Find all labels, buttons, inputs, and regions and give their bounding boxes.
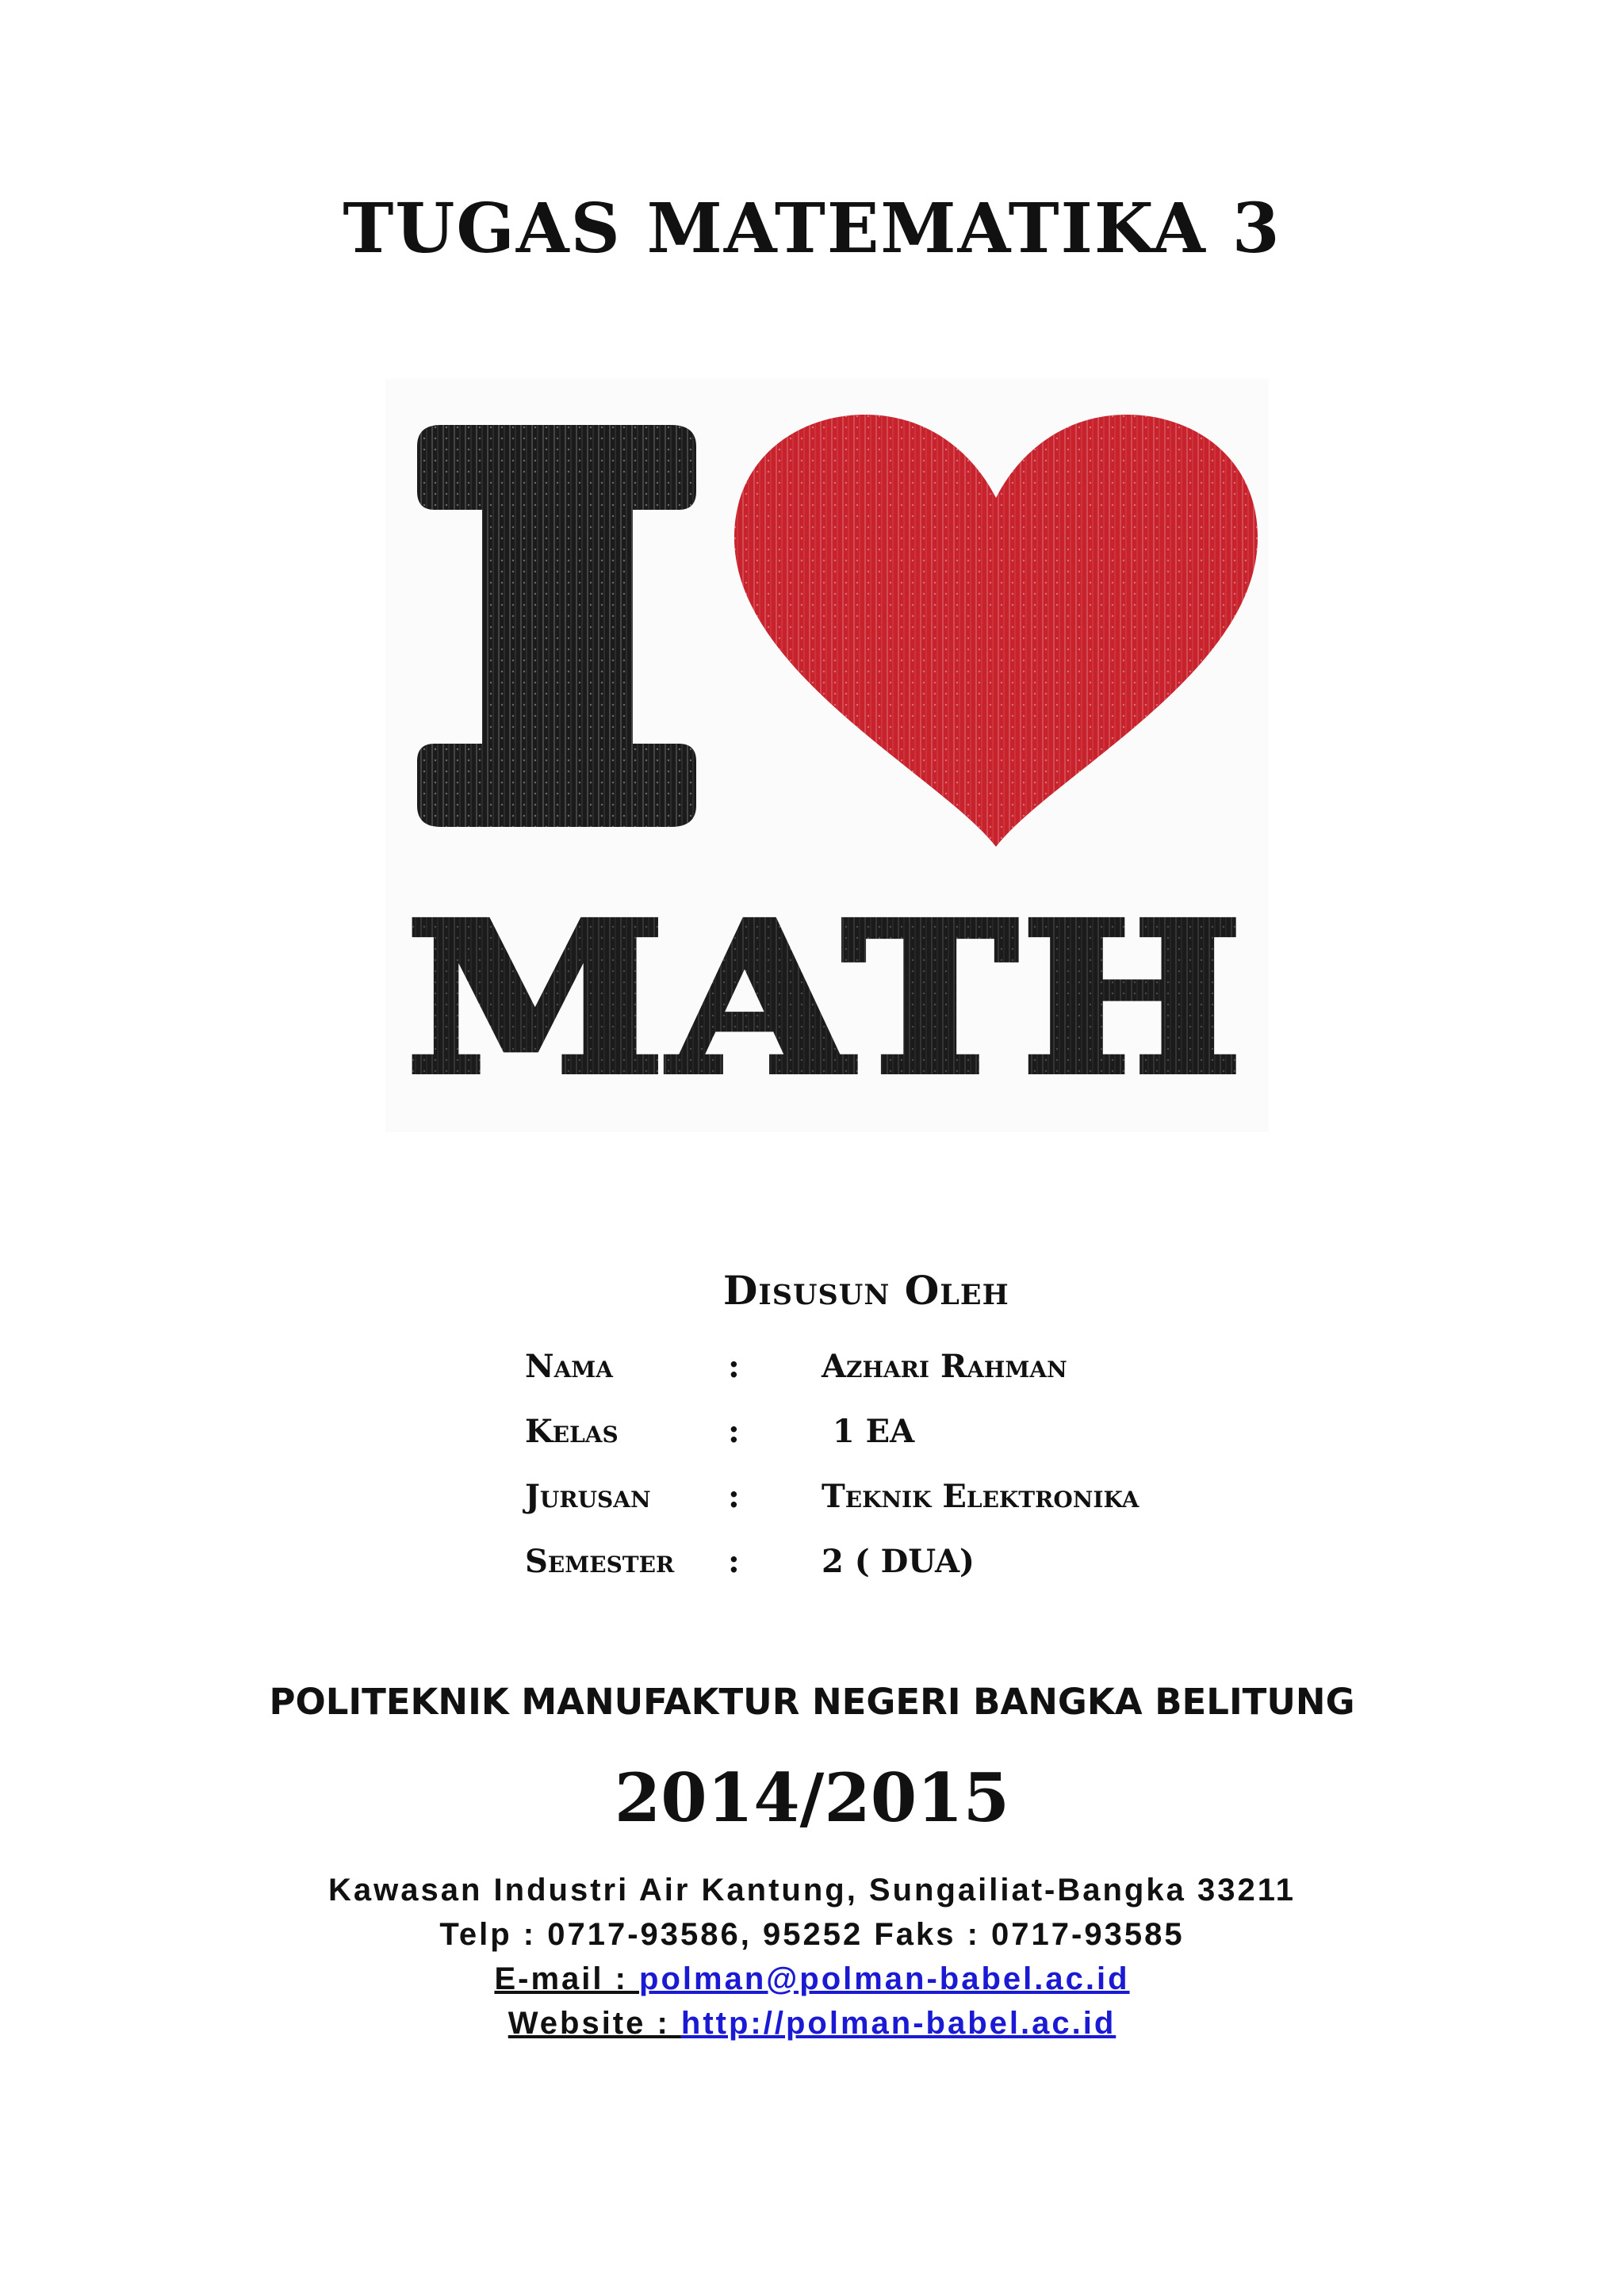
byline-heading: Disusun Oleh	[723, 1267, 1009, 1314]
info-label: Jurusan	[525, 1478, 651, 1515]
info-label: Nama	[525, 1348, 614, 1385]
website-label: Website :	[508, 2006, 681, 2041]
institution-name: POLITEKNIK MANUFAKTUR NEGERI BANGKA BELITUNG	[269, 1681, 1355, 1723]
logo-graphic	[385, 379, 1269, 1132]
document-title: TUGAS MATEMATIKA 3	[343, 189, 1281, 269]
i-love-math-logo	[385, 379, 1269, 1132]
info-value: 1 EA	[822, 1413, 915, 1450]
info-label: Kelas	[525, 1413, 619, 1450]
website-link[interactable]: http://polman-babel.ac.id	[680, 2006, 1116, 2041]
academic-year: 2014/2015	[614, 1758, 1010, 1837]
website-line	[0, 2006, 1624, 2042]
info-value: 2 ( DUA)	[822, 1543, 975, 1580]
info-value: Azhari Rahman	[822, 1348, 1067, 1385]
info-colon: :	[728, 1543, 740, 1580]
email-line	[0, 1961, 1624, 1997]
info-colon: :	[728, 1413, 740, 1450]
email-label: E-mail :	[494, 1961, 640, 1996]
phone-line: Telp : 0717-93586, 95252 Faks : 0717-93585	[439, 1917, 1185, 1952]
email-link[interactable]: polman@polman-babel.ac.id	[639, 1961, 1130, 1996]
info-value: Teknik Elektronika	[822, 1478, 1139, 1515]
info-colon: :	[728, 1478, 740, 1515]
info-label: Semester	[525, 1543, 675, 1580]
info-colon: :	[728, 1348, 740, 1385]
address-line: Kawasan Industri Air Kantung, Sungailiat-Bangka 33211	[328, 1873, 1296, 1908]
